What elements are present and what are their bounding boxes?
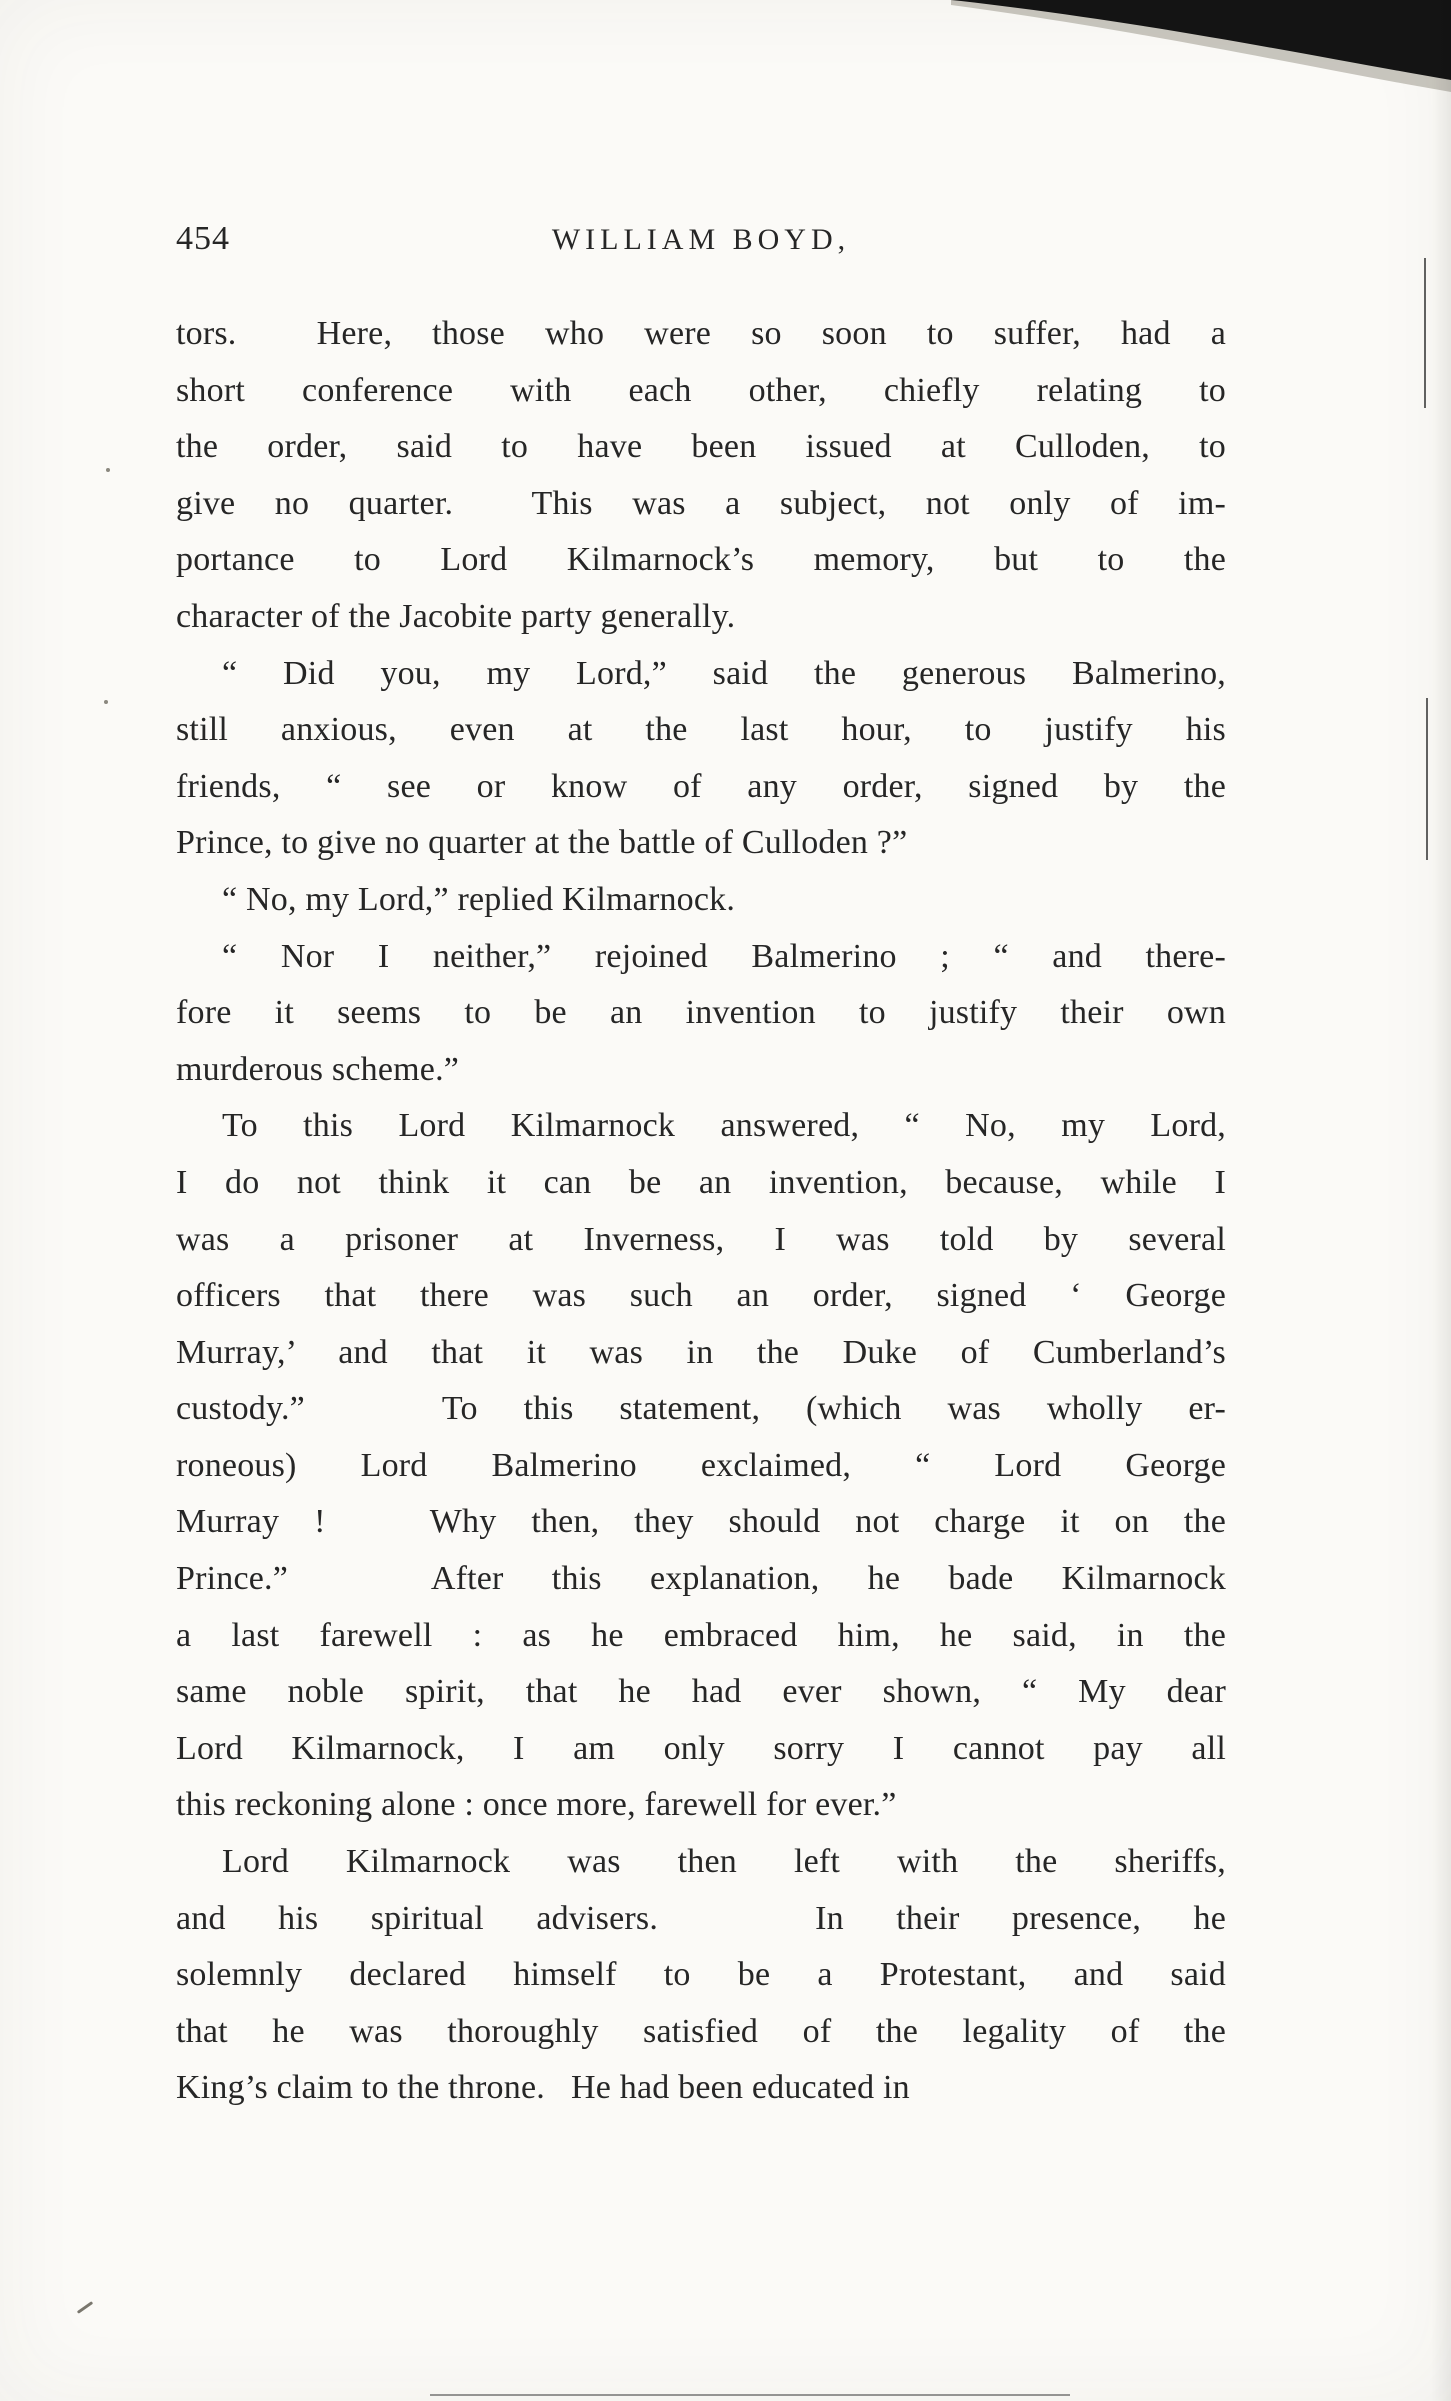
text-line: roneous) Lord Balmerino exclaimed, “ Lord George [176,1446,1226,1484]
text-line: fore it seems to be an invention to justify their own [176,994,1226,1032]
scan-artifact-bottom-line [430,2394,1070,2396]
page-body-text [176,306,1226,2117]
text-line: murderous scheme.” [176,1050,460,1088]
paragraph [176,1834,1226,2117]
scan-speck [106,468,110,472]
text-line: “ Nor I neither,” rejoined Balmerino ; “ and there- [222,937,1226,975]
text-line: same noble spirit, that he had ever shown, “ My dear [176,1673,1226,1711]
text-line: the order, said to have been issued at Culloden, to [176,428,1226,466]
text-line: portance to Lord Kilmarnock’s memory, but to the [176,541,1226,579]
text-line: King’s claim to the throne. He had been educated in [176,2069,910,2107]
page-number: 454 [176,220,230,257]
running-title: WILLIAM BOYD, [551,223,851,256]
text-line: this reckoning alone : once more, farewell for ever.” [176,1786,897,1824]
paragraph [176,929,1226,1099]
text-line: give no quarter. This was a subject, not only of im- [176,484,1226,522]
text-line: a last farewell : as he embraced him, he said, in the [176,1616,1226,1654]
text-line: “ Did you, my Lord,” said the generous Balmerino, [222,654,1226,692]
text-line: and his spiritual advisers. In their presence, he [176,1899,1226,1937]
text-line: character of the Jacobite party generally. [176,597,736,635]
text-line: Lord Kilmarnock, I am only sorry I cannot pay all [176,1729,1226,1767]
scan-speck [104,700,108,704]
text-line: solemnly declared himself to be a Protestant, and said [176,1956,1226,1994]
text-line: To this Lord Kilmarnock answered, “ No, my Lord, [222,1107,1226,1145]
text-line: custody.” To this statement, (which was wholly er- [176,1390,1226,1428]
text-line: Murray ! Why then, they should not charge it on the [176,1503,1226,1541]
text-line: tors. Here, those who were so soon to suffer, had a [176,315,1226,352]
text-line: officers that there was such an order, signed ‘ George [176,1277,1226,1315]
text-line: still anxious, even at the last hour, to justify his [176,711,1226,749]
page-header [176,220,1226,266]
pen-mark [77,2301,93,2314]
text-line: Lord Kilmarnock was then left with the sheriffs, [222,1843,1226,1881]
text-line: that he was thoroughly satisfied of the legality of the [176,2012,1226,2050]
text-line: “ No, my Lord,” replied Kilmarnock. [222,880,736,918]
scan-artifact-line [1424,258,1426,408]
text-line: Prince, to give no quarter at the battle of Culloden ?” [176,824,908,862]
paragraph [176,872,1226,929]
page-curl-shadow-icon [951,0,1451,100]
text-line: friends, “ see or know of any order, signed by the [176,767,1226,805]
text-line: I do not think it can be an invention, because, while I [176,1163,1226,1201]
text-line: Prince.” After this explanation, he bade Kilmarnock [176,1560,1226,1598]
text-line: short conference with each other, chiefly relating to [176,371,1226,409]
paragraph [176,306,1226,646]
text-line: was a prisoner at Inverness, I was told by several [176,1220,1226,1258]
text-line: Murray,’ and that it was in the Duke of Cumberland’s [176,1333,1226,1371]
paragraph [176,646,1226,872]
scan-artifact-line [1426,698,1428,860]
paragraph [176,1098,1226,1834]
